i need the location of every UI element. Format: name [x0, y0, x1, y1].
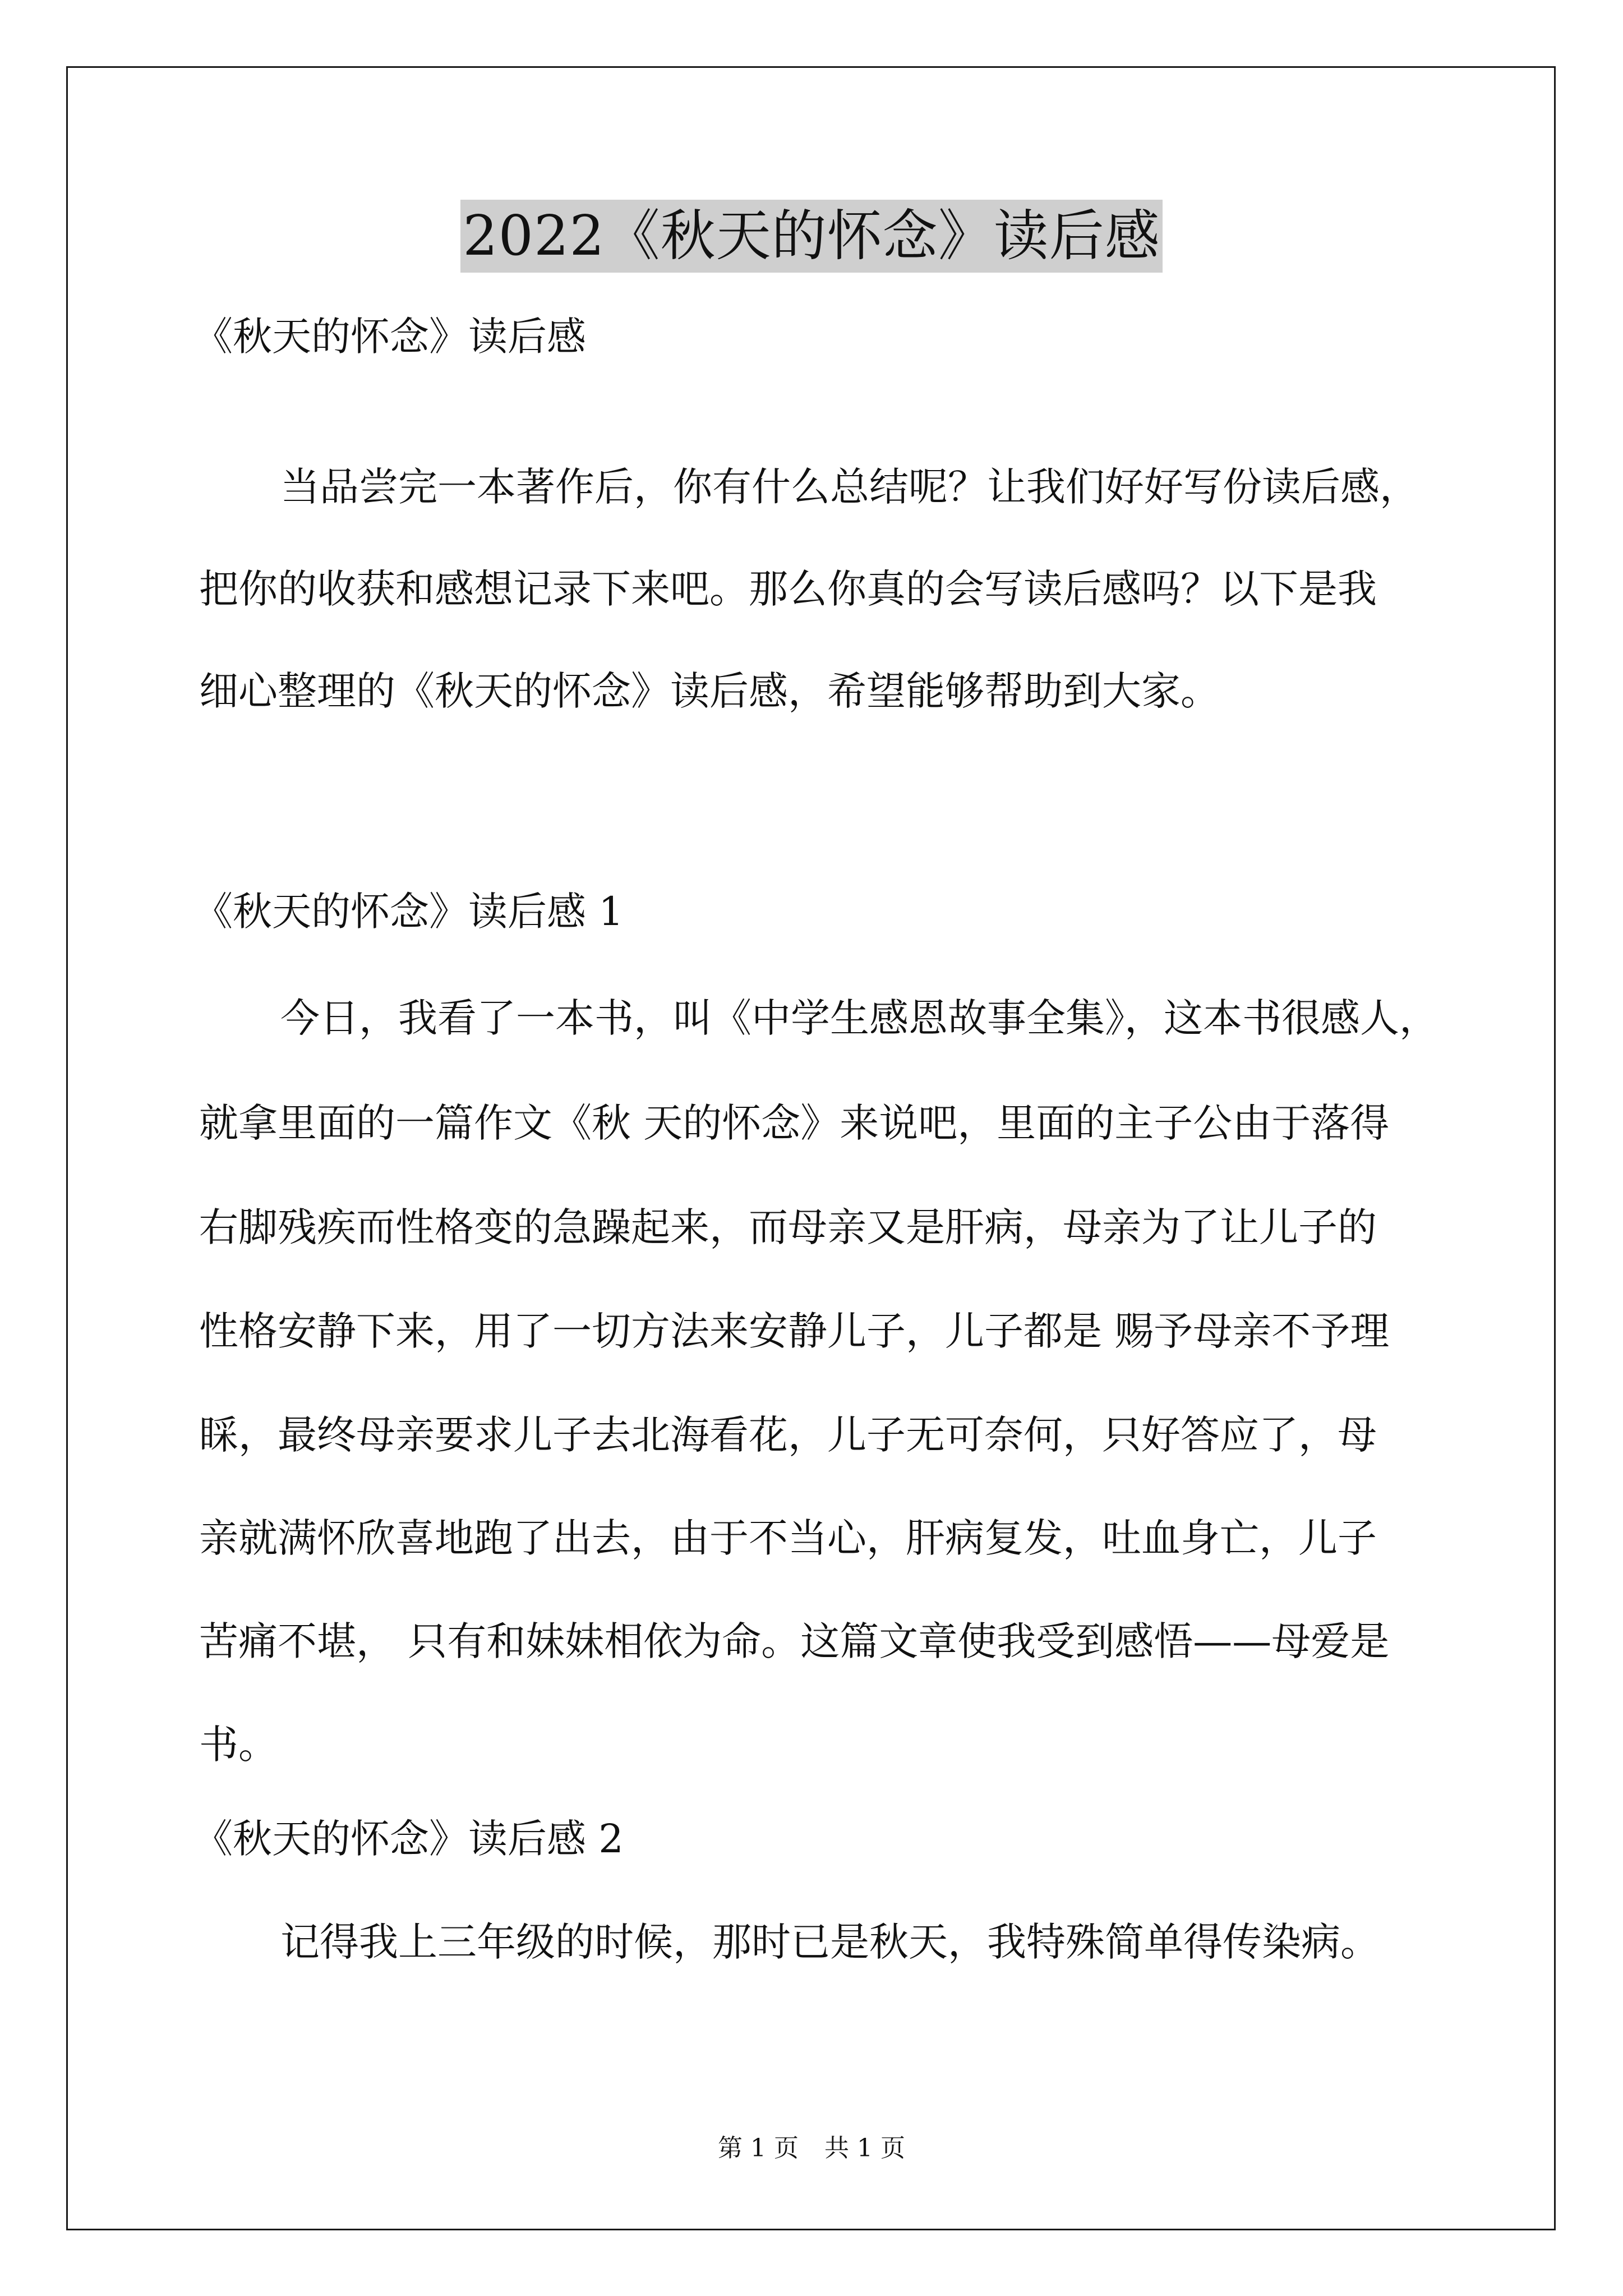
intro-line-1: 当品尝完一本著作后，你有什么总结呢？让我们好好写份读后感， [280, 464, 1419, 510]
intro-line-2: 把你的收获和感想记录下来吧。那么你真的会写读后感吗？以下是我 [199, 566, 1377, 612]
section1-line-4: 性格安静下来，用了一切方法来安静儿子，儿子都是 赐予母亲不予理 [199, 1308, 1390, 1354]
section2-line-1: 记得我上三年级的时候，那时已是秋天，我特殊简单得传染病。 [280, 1919, 1380, 1965]
section1-line-5: 睬，最终母亲要求儿子去北海看花，儿子无可奈何，只好答应了，母 [199, 1412, 1377, 1458]
section1-line-8: 书。 [199, 1722, 278, 1768]
section1-heading: 《秋天的怀念》读后感 1 [193, 889, 624, 935]
section2-heading: 《秋天的怀念》读后感 2 [193, 1816, 624, 1862]
page-footer [0, 2132, 1623, 2165]
section1-line-6: 亲就满怀欣喜地跑了出去，由于不当心，肝病复发，吐血身亡，儿子 [199, 1515, 1377, 1561]
intro-line-3: 细心整理的《秋天的怀念》读后感，希望能够帮助到大家。 [199, 668, 1220, 714]
page-total: 共 1 页 [824, 2134, 905, 2162]
document-title: 2022《秋天的怀念》读后感 [460, 200, 1162, 273]
page-border [66, 66, 1556, 2230]
section1-line-1: 今日，我看了一本书，叫《中学生感恩故事全集》，这本书很感人， [280, 995, 1438, 1041]
section1-line-7: 苦痛不堪， 只有和妹妹相依为命。这篇文章使我受到感悟——母爱是 [199, 1618, 1390, 1664]
page-number: 第 1 页 [718, 2134, 799, 2162]
section1-line-3: 右脚残疾而性格变的急躁起来，而母亲又是肝病，母亲为了让儿子的 [199, 1204, 1377, 1250]
section1-line-2: 就拿里面的一篇作文《秋 天的怀念》来说吧，里面的主子公由于落得 [199, 1100, 1390, 1146]
subtitle: 《秋天的怀念》读后感 [193, 314, 586, 360]
title-wrap [0, 200, 1623, 273]
